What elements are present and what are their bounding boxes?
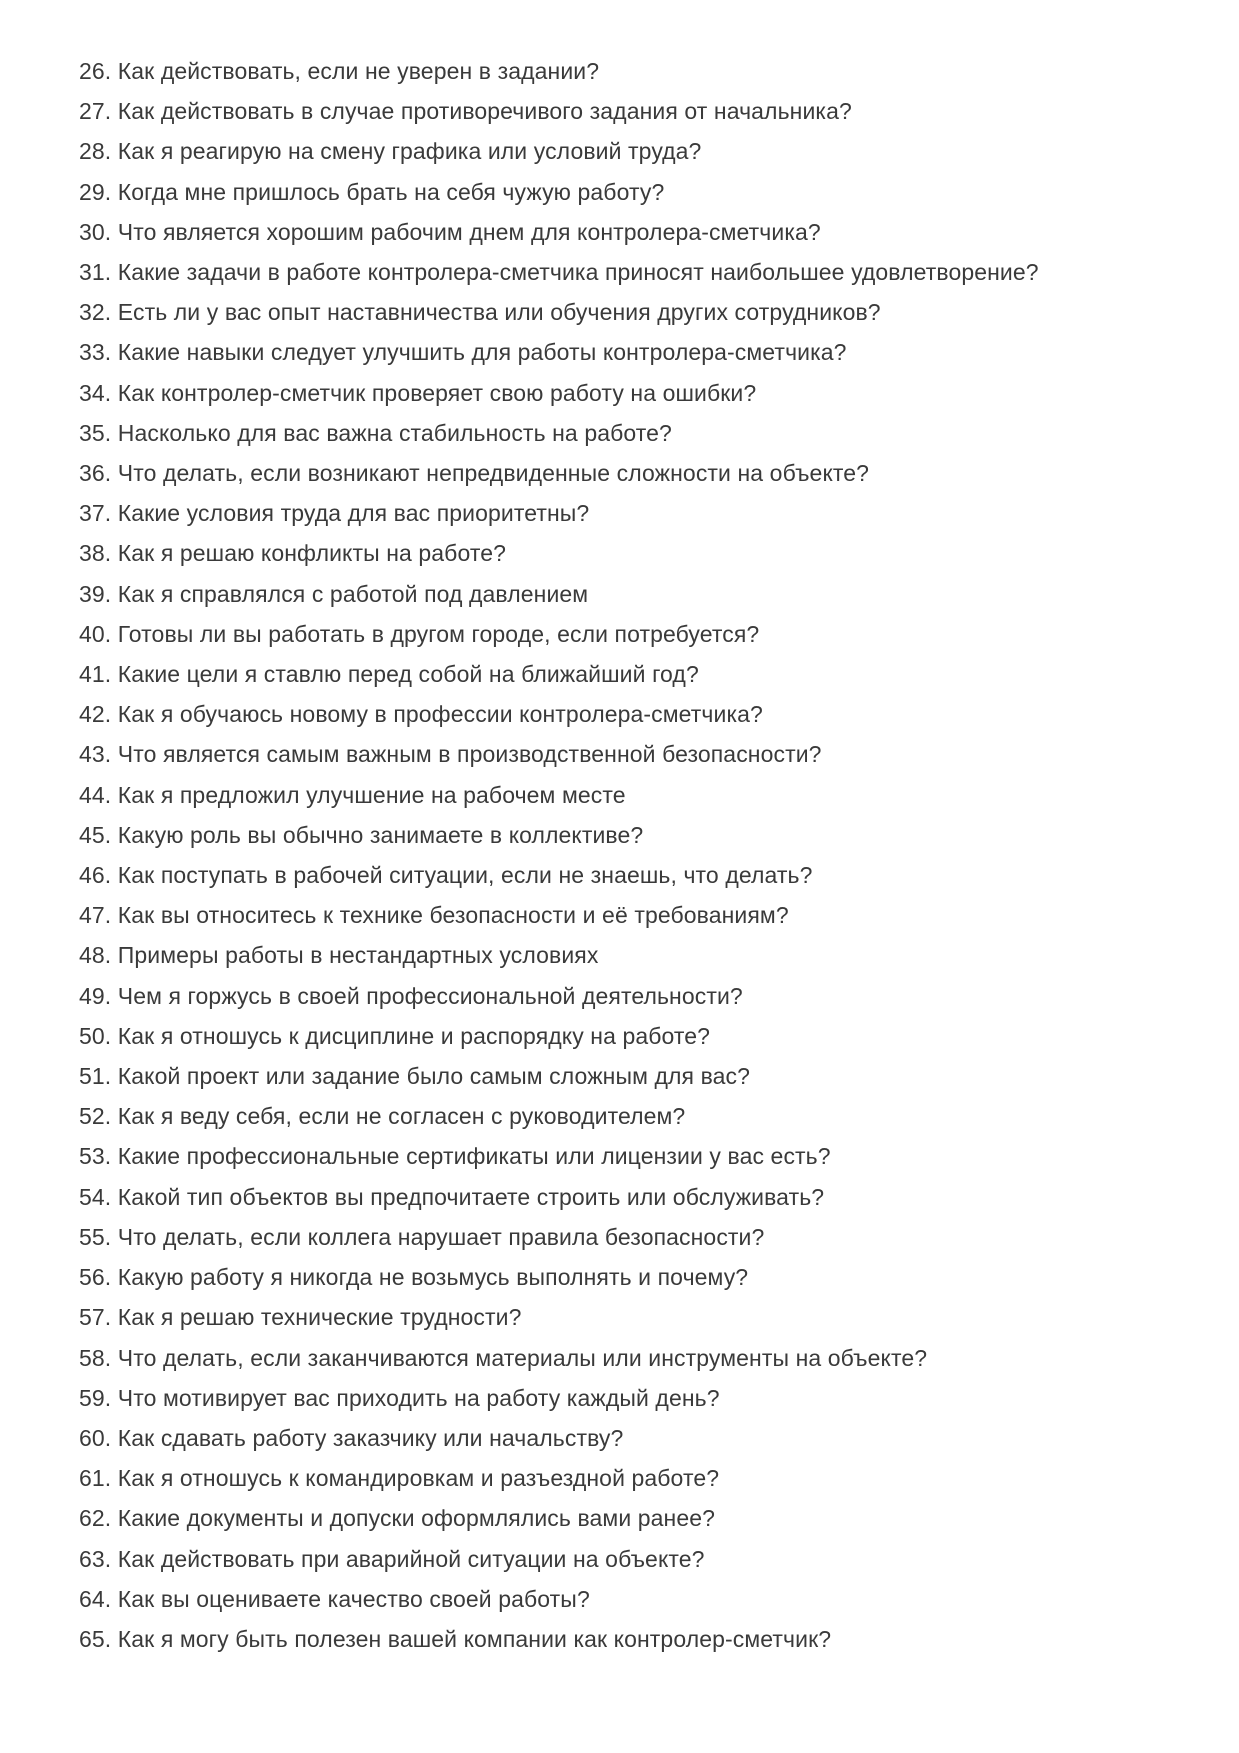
question-text: Какой тип объектов вы предпочитаете строить или обслуживать? xyxy=(117,1183,825,1210)
question-number: 43. xyxy=(79,741,112,768)
question-item xyxy=(79,815,1199,855)
question-item xyxy=(79,1217,1199,1257)
question-text: Чем я горжусь в своей профессиональной деятельности? xyxy=(117,982,743,1009)
question-item xyxy=(79,694,1199,734)
question-item xyxy=(79,1297,1199,1337)
question-text: Как я веду себя, если не согласен с руководителем? xyxy=(117,1103,686,1130)
question-text: Как вы оцениваете качество своей работы? xyxy=(117,1585,590,1612)
question-text: Как я отношусь к дисциплине и распорядку на работе? xyxy=(117,1022,711,1049)
question-number: 32. xyxy=(79,299,112,326)
question-number: 48. xyxy=(79,942,112,969)
question-number: 55. xyxy=(79,1223,112,1250)
question-text: Какие цели я ставлю перед собой на ближайший год? xyxy=(117,661,699,688)
question-text: Как вы относитесь к технике безопасности и её требованиям? xyxy=(117,902,789,929)
question-text: Готовы ли вы работать в другом городе, если потребуется? xyxy=(117,620,760,647)
question-number: 50. xyxy=(79,1022,112,1049)
question-text: Какие документы и допуски оформлялись вами ранее? xyxy=(117,1505,716,1532)
question-number: 27. xyxy=(79,98,112,125)
question-number: 39. xyxy=(79,580,112,607)
question-item xyxy=(79,51,1199,91)
question-number: 65. xyxy=(79,1625,112,1652)
question-text: Как я реагирую на смену графика или условий труда? xyxy=(117,138,702,165)
question-text: Как я предложил улучшение на рабочем месте xyxy=(117,781,626,808)
question-text: Как действовать в случае противоречивого задания от начальника? xyxy=(117,98,852,125)
question-text: Как я справлялся с работой под давлением xyxy=(117,580,589,607)
question-text: Какие задачи в работе контролера-сметчика приносят наибольшее удовлетворение? xyxy=(117,259,1039,286)
question-text: Как я обучаюсь новому в профессии контролера-сметчика? xyxy=(117,701,763,728)
question-number: 31. xyxy=(79,259,112,286)
question-item xyxy=(79,614,1199,654)
question-item xyxy=(79,131,1199,171)
question-item xyxy=(79,1257,1199,1297)
question-item xyxy=(79,895,1199,935)
question-number: 52. xyxy=(79,1103,112,1130)
question-item xyxy=(79,1498,1199,1538)
question-text: Есть ли у вас опыт наставничества или обучения других сотрудников? xyxy=(117,299,881,326)
question-item xyxy=(79,332,1199,372)
question-number: 60. xyxy=(79,1424,112,1451)
question-item xyxy=(79,1418,1199,1458)
question-item xyxy=(79,1539,1199,1579)
question-number: 51. xyxy=(79,1063,112,1090)
question-item xyxy=(79,574,1199,614)
question-number: 33. xyxy=(79,339,112,366)
question-item xyxy=(79,734,1199,774)
question-item xyxy=(79,292,1199,332)
question-item xyxy=(79,1136,1199,1176)
question-text: Как я отношусь к командировкам и разъездной работе? xyxy=(117,1465,720,1492)
question-text: Что является хорошим рабочим днем для контролера-сметчика? xyxy=(117,218,821,245)
question-item xyxy=(79,1177,1199,1217)
question-item xyxy=(79,1016,1199,1056)
question-text: Что мотивирует вас приходить на работу каждый день? xyxy=(117,1384,720,1411)
question-item xyxy=(79,212,1199,252)
question-text: Как контролер-сметчик проверяет свою работу на ошибки? xyxy=(117,379,757,406)
question-item xyxy=(79,493,1199,533)
question-item xyxy=(79,1619,1199,1659)
question-number: 41. xyxy=(79,661,112,688)
question-number: 49. xyxy=(79,982,112,1009)
question-item xyxy=(79,453,1199,493)
question-list xyxy=(79,51,1199,1659)
question-item xyxy=(79,172,1199,212)
question-number: 61. xyxy=(79,1465,112,1492)
question-text: Как сдавать работу заказчику или начальству? xyxy=(117,1424,624,1451)
question-text: Какой проект или задание было самым сложным для вас? xyxy=(117,1063,751,1090)
question-item xyxy=(79,654,1199,694)
question-text: Что делать, если коллега нарушает правила безопасности? xyxy=(117,1223,765,1250)
question-number: 26. xyxy=(79,58,112,84)
question-item xyxy=(79,775,1199,815)
question-number: 45. xyxy=(79,821,112,848)
question-text: Когда мне пришлось брать на себя чужую работу? xyxy=(117,178,665,205)
question-number: 38. xyxy=(79,540,112,567)
question-number: 57. xyxy=(79,1304,112,1331)
question-number: 59. xyxy=(79,1384,112,1411)
question-item xyxy=(79,1378,1199,1418)
question-item xyxy=(79,1458,1199,1498)
question-item xyxy=(79,373,1199,413)
question-text: Что является самым важным в производственной безопасности? xyxy=(117,741,822,768)
question-number: 36. xyxy=(79,460,112,487)
question-number: 34. xyxy=(79,379,112,406)
question-number: 64. xyxy=(79,1585,112,1612)
question-item xyxy=(79,91,1199,131)
question-text: Как я решаю технические трудности? xyxy=(117,1304,522,1331)
question-item xyxy=(79,533,1199,573)
question-text: Какие условия труда для вас приоритетны? xyxy=(117,500,590,527)
question-text: Как я могу быть полезен вашей компании как контролер-сметчик? xyxy=(117,1625,832,1652)
question-text: Какую работу я никогда не возьмусь выполнять и почему? xyxy=(117,1264,749,1291)
question-number: 42. xyxy=(79,701,112,728)
question-text: Что делать, если заканчиваются материалы или инструменты на объекте? xyxy=(117,1344,928,1371)
question-number: 29. xyxy=(79,178,112,205)
question-text: Насколько для вас важна стабильность на работе? xyxy=(117,419,672,446)
question-text: Какую роль вы обычно занимаете в коллективе? xyxy=(117,821,644,848)
question-number: 28. xyxy=(79,138,112,165)
question-number: 62. xyxy=(79,1505,112,1532)
question-text: Что делать, если возникают непредвиденные сложности на объекте? xyxy=(117,460,870,487)
question-item xyxy=(79,935,1199,975)
question-number: 30. xyxy=(79,218,112,245)
question-number: 63. xyxy=(79,1545,112,1572)
question-text: Примеры работы в нестандартных условиях xyxy=(117,942,599,969)
question-number: 47. xyxy=(79,902,112,929)
question-number: 56. xyxy=(79,1264,112,1291)
question-item xyxy=(79,855,1199,895)
question-text: Как действовать при аварийной ситуации на объекте? xyxy=(117,1545,705,1572)
question-item xyxy=(79,1056,1199,1096)
question-item xyxy=(79,1579,1199,1619)
question-number: 40. xyxy=(79,620,112,647)
question-number: 37. xyxy=(79,500,112,527)
question-number: 46. xyxy=(79,862,112,889)
question-item xyxy=(79,413,1199,453)
question-text: Какие навыки следует улучшить для работы контролера-сметчика? xyxy=(117,339,847,366)
question-number: 54. xyxy=(79,1183,112,1210)
question-number: 58. xyxy=(79,1344,112,1371)
question-text: Какие профессиональные сертификаты или лицензии у вас есть? xyxy=(117,1143,831,1170)
question-item xyxy=(79,1096,1199,1136)
question-text: Как я решаю конфликты на работе? xyxy=(117,540,506,567)
question-item xyxy=(79,252,1199,292)
question-text: Как поступать в рабочей ситуации, если не знаешь, что делать? xyxy=(117,862,813,889)
question-item xyxy=(79,976,1199,1016)
question-item xyxy=(79,1338,1199,1378)
question-text: Как действовать, если не уверен в задании? xyxy=(117,58,600,84)
question-number: 53. xyxy=(79,1143,112,1170)
question-number: 35. xyxy=(79,419,112,446)
question-number: 44. xyxy=(79,781,112,808)
